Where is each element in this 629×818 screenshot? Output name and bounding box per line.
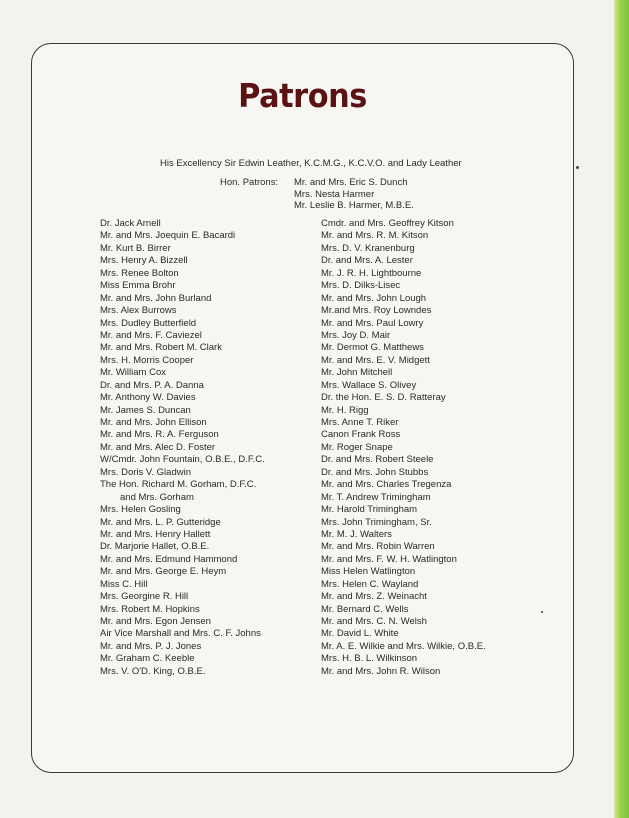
patron-name: Mr. and Mrs. Edmund Hammond	[100, 553, 238, 565]
patron-name: Mr. Dermot G. Matthews	[321, 342, 424, 354]
patron-name: Mr. and Mrs. Z. Weinacht	[321, 591, 427, 603]
patron-name: Mrs. Renee Bolton	[100, 267, 179, 279]
hon-patrons-label: Hon. Patrons:	[220, 177, 279, 188]
patron-name: Dr. and Mrs. P. A. Danna	[100, 379, 204, 391]
patron-name: Cmdr. and Mrs. Geoffrey Kitson	[321, 218, 454, 229]
patron-name: Mr. and Mrs. P. J. Jones	[100, 640, 202, 652]
patron-name: Mr. and Mrs. R. M. Kitson	[321, 230, 429, 242]
patron-name: Mr. Roger Snape	[321, 441, 393, 453]
patron-name: Mr. Bernard C. Wells	[321, 603, 409, 615]
patron-name: Air Vice Marshall and Mrs. C. F. Johns	[100, 628, 261, 640]
patrons-right-column	[321, 218, 486, 678]
patron-name: W/Cmdr. John Fountain, O.B.E., D.F.C.	[100, 454, 265, 466]
patron-name: Mr. John Mitchell	[321, 367, 393, 379]
patron-name: Canon Frank Ross	[321, 429, 401, 441]
hon-patron: Mr. Leslie B. Harmer, M.B.E.	[294, 200, 414, 211]
patron-name: Mr. Harold Trimingham	[321, 504, 418, 516]
patron-name: Mr. and Mrs. R. A. Ferguson	[100, 429, 219, 441]
patron-name: Mr. and Mrs. L. P. Gutteridge	[100, 516, 221, 528]
patron-name: Dr. and Mrs. Robert Steele	[321, 454, 434, 466]
excellency-line: His Excellency Sir Edwin Leather, K.C.M.G., K.C.V.O. and Lady Leather	[160, 158, 462, 169]
hon-patron: Mrs. Nesta Harmer	[294, 188, 375, 200]
patron-name: Mr. Kurt B. Birrer	[100, 242, 171, 254]
patron-name: Miss C. Hill	[100, 578, 148, 590]
patron-name: Mr. and Mrs. Alec D. Foster	[100, 441, 216, 453]
patron-name: Mr. and Mrs. George E. Heym	[100, 566, 227, 578]
patron-name: Mrs. Helen Gosling	[100, 504, 181, 516]
patron-name: Mrs. Georgine R. Hill	[100, 591, 189, 603]
patron-name: Mrs. Anne T. Riker	[321, 417, 399, 428]
patron-name: Mr. James S. Duncan	[100, 404, 191, 416]
patron-name: Mr. and Mrs. Joequin E. Bacardi	[100, 230, 236, 242]
patron-name: and Mrs. Gorham	[120, 491, 194, 503]
patron-name: Mrs. Doris V. Gladwin	[100, 466, 191, 478]
patron-name: Mr. and Mrs. F. W. H. Watlington	[321, 553, 457, 565]
patron-name: Dr. Jack Arnell	[100, 218, 161, 229]
patron-name: Mr. and Mrs. Robert M. Clark	[100, 342, 222, 354]
patron-name: Mr. and Mrs. C. N. Welsh	[321, 616, 427, 627]
patron-name: Mrs. John Trimingham, Sr.	[321, 516, 432, 528]
patron-name: Mrs. H. Morris Cooper	[100, 354, 194, 366]
patron-name: Mr. Anthony W. Davies	[100, 392, 196, 404]
patron-name: Mr. and Mrs. F. Caviezel	[100, 329, 202, 341]
patron-name: Mr. and Mrs. Robin Warren	[321, 541, 435, 553]
page-title: Patrons	[238, 76, 367, 115]
patron-name: Mrs. Dudley Butterfield	[100, 317, 197, 329]
patron-name: Mrs. D. Dilks-Lisec	[321, 280, 401, 292]
patron-name: Mrs. D. V. Kranenburg	[321, 242, 415, 254]
patron-name: Mrs. Helen C. Wayland	[321, 578, 419, 590]
speck	[541, 611, 543, 613]
patron-name: Mr. and Mrs. Egon Jensen	[100, 616, 211, 627]
patron-name: Mrs. Joy D. Mair	[321, 329, 391, 341]
patron-name: Mr. and Mrs. Henry Hallett	[100, 528, 211, 540]
patron-name: Mr. H. Rigg	[321, 404, 369, 416]
patron-name: Miss Helen Watlington	[321, 566, 416, 578]
patron-name: Mr. and Mrs. John Burland	[100, 292, 212, 304]
page-edge	[614, 0, 629, 818]
patron-name: Mr. T. Andrew Trimingham	[321, 491, 431, 503]
patron-name: Dr. the Hon. E. S. D. Ratteray	[321, 392, 446, 404]
patron-name: Mr. A. E. Wilkie and Mrs. Wilkie, O.B.E.	[321, 640, 486, 652]
patron-name: Mr. M. J. Walters	[321, 528, 392, 540]
patron-name: Mrs. Alex Burrows	[100, 305, 177, 317]
patron-name: Mrs. Henry A. Bizzell	[100, 255, 188, 267]
patron-name: Mrs. Wallace S. Olivey	[321, 379, 417, 391]
patron-name: Mr. and Mrs. E. V. Midgett	[321, 354, 430, 366]
patron-name: Mr. and Mrs. Paul Lowry	[321, 317, 424, 329]
patron-name: Mr. J. R. H. Lightbourne	[321, 267, 422, 279]
patron-name: Mrs. Robert M. Hopkins	[100, 603, 200, 615]
speck	[576, 166, 579, 169]
patron-name: Miss Emma Brohr	[100, 280, 176, 292]
patron-name: Mr. David L. White	[321, 628, 399, 640]
patron-name: The Hon. Richard M. Gorham, D.F.C.	[100, 479, 257, 491]
patron-name: Mr.and Mrs. Roy Lowndes	[321, 305, 432, 317]
hon-patrons-list	[294, 177, 414, 212]
patron-name: Dr. and Mrs. John Stubbs	[321, 466, 429, 478]
hon-patron: Mr. and Mrs. Eric S. Dunch	[294, 177, 408, 188]
patron-name: Mr. and Mrs. John R. Wilson	[321, 665, 441, 677]
patron-name: Mr. and Mrs. John Lough	[321, 292, 427, 304]
patron-name: Mrs. H. B. L. Wilkinson	[321, 653, 418, 665]
patron-name: Mr. Graham C. Keeble	[100, 653, 195, 665]
patron-name: Mrs. V. O'D. King, O.B.E.	[100, 665, 206, 677]
patrons-left-column	[100, 218, 265, 678]
patron-name: Mr. and Mrs. Charles Tregenza	[321, 479, 452, 491]
patron-name: Mr. and Mrs. John Ellison	[100, 417, 207, 428]
patron-name: Dr. Marjorie Hallet, O.B.E.	[100, 541, 210, 553]
patron-name: Mr. William Cox	[100, 367, 166, 379]
patron-name: Dr. and Mrs. A. Lester	[321, 255, 413, 267]
